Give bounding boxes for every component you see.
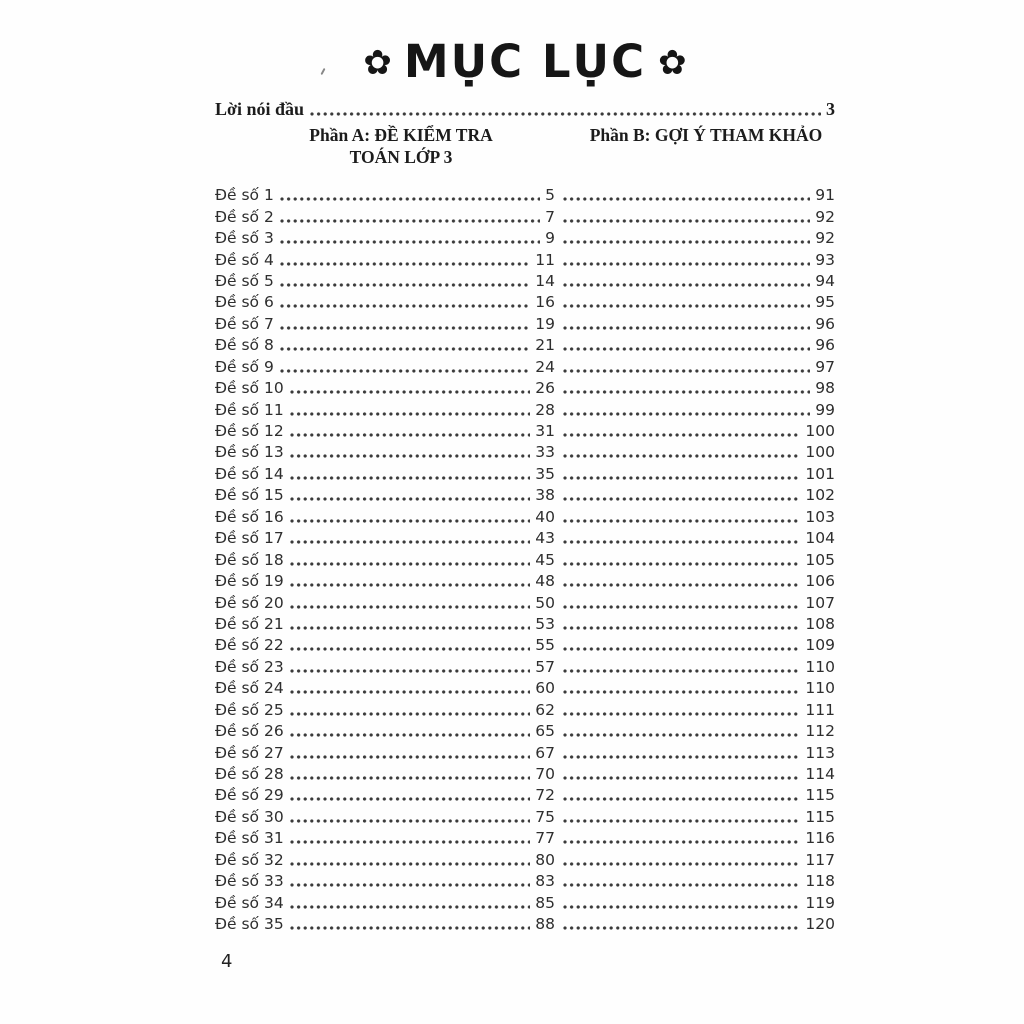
toc-row-part-a [215, 379, 555, 397]
leader-dots [555, 762, 805, 783]
toc-row [215, 804, 835, 825]
leader-dots [284, 486, 536, 504]
leader-dots [555, 590, 805, 611]
leader-dots [555, 311, 815, 332]
toc-row-part-a [215, 615, 555, 633]
toc-row [215, 697, 835, 718]
page-number-part-b: 115 [805, 786, 835, 805]
toc-row [215, 912, 835, 933]
toc-row [215, 633, 835, 654]
leader-dots [555, 569, 805, 590]
toc-row [215, 869, 835, 890]
leader-dots [555, 847, 805, 868]
toc-entry-label: Đề số 24 [215, 679, 284, 698]
toc-row [215, 397, 835, 418]
toc-row [215, 590, 835, 611]
page-number-part-b: 111 [805, 700, 835, 719]
page-number-part-a: 43 [535, 529, 555, 548]
page-number-part-b: 98 [815, 379, 835, 398]
toc-row-part-a [215, 894, 555, 912]
leader-dots [284, 894, 536, 912]
toc-entry-label: Đề số 8 [215, 336, 274, 355]
page-number-part-b: 118 [805, 872, 835, 891]
toc-row [215, 569, 835, 590]
preface-page-number: 3 [826, 99, 835, 119]
leader-dots [274, 251, 535, 269]
page-number-part-a: 62 [535, 700, 555, 719]
leader-dots [555, 740, 805, 761]
toc-entry-label: Đề số 3 [215, 229, 274, 248]
page-number-part-b: 97 [815, 357, 835, 376]
page-number-part-b: 107 [805, 593, 835, 612]
page-number-part-b: 115 [805, 807, 835, 826]
part-b-line1: Phần B: GỢI Ý THAM KHẢO [589, 125, 823, 145]
page-number-part-a: 75 [535, 807, 555, 826]
page-number-part-a: 7 [545, 207, 555, 226]
toc-entry-label: Đề số 9 [215, 357, 274, 376]
toc-row [215, 547, 835, 568]
toc-row-part-a [215, 872, 555, 890]
page-number-part-a: 72 [535, 786, 555, 805]
leader-dots [555, 697, 805, 718]
leader-dots [284, 658, 536, 676]
page-number-part-a: 55 [535, 636, 555, 655]
page-number-part-a: 88 [535, 915, 555, 934]
leader-dots [555, 890, 805, 911]
toc-row-part-a [215, 572, 555, 590]
page-title-text: MỤC LỤC [403, 35, 647, 88]
toc-row-part-a [215, 851, 555, 869]
page-number-part-b: 96 [815, 336, 835, 355]
leader-dots [284, 829, 536, 847]
toc-row [215, 247, 835, 268]
leader-dots [555, 376, 815, 397]
page-number-part-a: 38 [535, 486, 555, 505]
toc-entry-label: Đề số 32 [215, 850, 284, 869]
part-a-line2: TOÁN LỚP 3 [349, 147, 453, 168]
leader-dots [284, 443, 536, 461]
leader-dots [284, 701, 536, 719]
toc-row [215, 419, 835, 440]
leader-dots [284, 872, 536, 890]
toc-row [215, 226, 835, 247]
leader-dots [284, 786, 536, 804]
toc-row [215, 890, 835, 911]
page-number-part-b: 92 [815, 229, 835, 248]
toc-entry-label: Đề số 22 [215, 636, 284, 655]
page-number-part-a: 57 [535, 657, 555, 676]
leader-dots [555, 547, 805, 568]
page-number-part-b: 119 [805, 893, 835, 912]
leader-dots [284, 915, 536, 933]
toc-entry-label: Đề số 12 [215, 422, 284, 441]
toc-row [215, 826, 835, 847]
page-number-part-b: 99 [815, 400, 835, 419]
toc-row-part-a [215, 679, 555, 697]
toc-entry-label: Đề số 30 [215, 807, 284, 826]
section-headers [215, 124, 835, 169]
page-number-part-a: 9 [545, 229, 555, 248]
page-number-part-a: 53 [535, 614, 555, 633]
page-number-part-b: 106 [805, 572, 835, 591]
toc-row [215, 311, 835, 332]
page-number-part-a: 16 [535, 293, 555, 312]
page-number-part-a: 80 [535, 850, 555, 869]
leader-dots [274, 315, 535, 333]
toc-row [215, 440, 835, 461]
page-number-part-b: 110 [805, 679, 835, 698]
toc-row [215, 504, 835, 525]
leader-dots [555, 419, 805, 440]
leader-dots [555, 483, 805, 504]
page-number-part-b: 120 [805, 915, 835, 934]
page-number-part-b: 104 [805, 529, 835, 548]
leader-dots [284, 744, 536, 762]
leader-dots [284, 551, 536, 569]
toc-entry-label: Đề số 18 [215, 550, 284, 569]
page-number-part-b: 108 [805, 614, 835, 633]
leader-dots [284, 529, 536, 547]
page-number-part-a: 48 [535, 572, 555, 591]
page-number-part-a: 28 [535, 400, 555, 419]
toc-row-part-a [215, 272, 555, 290]
toc-entry-label: Đề số 20 [215, 593, 284, 612]
page-number-part-b: 114 [805, 765, 835, 784]
page-number-part-a: 26 [535, 379, 555, 398]
page-number-part-b: 96 [815, 314, 835, 333]
leader-dots [555, 654, 805, 675]
page-number-part-b: 102 [805, 486, 835, 505]
toc-entry-label: Đề số 35 [215, 915, 284, 934]
leader-dots [555, 290, 815, 311]
leader-dots [555, 612, 805, 633]
toc-entry-label: Đề số 6 [215, 293, 274, 312]
florette-icon: ✿ [363, 43, 392, 83]
toc-entry-label: Đề số 16 [215, 507, 284, 526]
toc-row-part-a [215, 336, 555, 354]
leader-dots [284, 808, 536, 826]
toc-row-part-a [215, 786, 555, 804]
leader-dots [284, 594, 536, 612]
leader-dots [555, 826, 805, 847]
leader-dots [284, 851, 536, 869]
toc-row-part-a [215, 208, 555, 226]
leader-dots [555, 183, 815, 204]
page-number-part-a: 40 [535, 507, 555, 526]
page-number-part-b: 100 [805, 422, 835, 441]
toc-row-part-a [215, 486, 555, 504]
leader-dots [555, 247, 815, 268]
leader-dots [555, 461, 805, 482]
page-number-part-a: 50 [535, 593, 555, 612]
leader-dots [274, 293, 535, 311]
toc-row-part-a [215, 744, 555, 762]
toc-row-part-a [215, 443, 555, 461]
toc-entry-label: Đề số 26 [215, 722, 284, 741]
page-number-part-a: 60 [535, 679, 555, 698]
toc-row-part-a [215, 315, 555, 333]
toc-row [215, 354, 835, 375]
toc-row-part-a [215, 551, 555, 569]
toc-entry-label: Đề số 4 [215, 250, 274, 269]
page-number-part-a: 85 [535, 893, 555, 912]
leader-dots [555, 676, 805, 697]
toc-row [215, 654, 835, 675]
toc-row-part-a [215, 293, 555, 311]
toc-row [215, 290, 835, 311]
leader-dots [284, 422, 536, 440]
leader-dots [284, 679, 536, 697]
section-header-part-b [587, 124, 835, 169]
leader-dots [555, 397, 815, 418]
page-number-part-a: 5 [545, 186, 555, 205]
leader-dots [274, 186, 545, 204]
toc-entry-label: Đề số 1 [215, 186, 274, 205]
page-number-part-b: 95 [815, 293, 835, 312]
toc-row [215, 612, 835, 633]
page-number-part-b: 116 [805, 829, 835, 848]
toc-row [215, 461, 835, 482]
leader-dots [284, 401, 536, 419]
leader-dots [284, 765, 536, 783]
page-number-part-a: 21 [535, 336, 555, 355]
toc-row-part-a [215, 229, 555, 247]
toc-entry-label: Đề số 25 [215, 700, 284, 719]
page-number-part-b: 113 [805, 743, 835, 762]
leader-dots [555, 526, 805, 547]
page-number-part-a: 11 [535, 250, 555, 269]
page-number-part-a: 70 [535, 765, 555, 784]
toc-row [215, 847, 835, 868]
leader-dots [555, 869, 805, 890]
toc-entry-label: Đề số 14 [215, 464, 284, 483]
toc-entry-label: Đề số 31 [215, 829, 284, 848]
toc-row [215, 719, 835, 740]
toc-entry-label: Đề số 17 [215, 529, 284, 548]
page-number-part-b: 101 [805, 464, 835, 483]
toc-entry-label: Đề số 28 [215, 765, 284, 784]
page-number-part-a: 35 [535, 464, 555, 483]
toc-entry-label: Đề số 21 [215, 614, 284, 633]
page-number-part-b: 105 [805, 550, 835, 569]
toc-row-part-a [215, 915, 555, 933]
leader-dots [555, 226, 815, 247]
toc-row-part-a [215, 594, 555, 612]
leader-dots [304, 97, 826, 120]
leader-dots [284, 722, 536, 740]
toc-row-part-a [215, 358, 555, 376]
florette-icon: ✿ [658, 43, 687, 83]
toc-entry-label: Đề số 13 [215, 443, 284, 462]
leader-dots [555, 912, 805, 933]
leader-dots [284, 636, 536, 654]
page-number-part-b: 112 [805, 722, 835, 741]
leader-dots [284, 508, 536, 526]
leader-dots [284, 615, 536, 633]
page-number-part-b: 94 [815, 271, 835, 290]
toc-entry-label: Đề số 7 [215, 314, 274, 333]
page-number-part-a: 77 [535, 829, 555, 848]
toc-row [215, 740, 835, 761]
toc-row-part-a [215, 829, 555, 847]
leader-dots [284, 465, 536, 483]
leader-dots [555, 269, 815, 290]
toc-entry-label: Đề số 5 [215, 271, 274, 290]
leader-dots [555, 783, 805, 804]
page-number-part-b: 117 [805, 850, 835, 869]
toc-list [215, 183, 835, 933]
leader-dots [274, 208, 545, 226]
folio-page-number: 4 [221, 951, 233, 972]
leader-dots [284, 572, 536, 590]
page-number-part-a: 31 [535, 422, 555, 441]
page-number-part-a: 67 [535, 743, 555, 762]
toc-row [215, 676, 835, 697]
leader-dots [555, 354, 815, 375]
leader-dots [555, 204, 815, 225]
toc-row [215, 762, 835, 783]
page-number-part-a: 83 [535, 872, 555, 891]
leader-dots [555, 633, 805, 654]
toc-entry-label: Đề số 29 [215, 786, 284, 805]
leader-dots [284, 379, 536, 397]
preface-label: Lời nói đầu [215, 99, 305, 119]
toc-row-part-a [215, 722, 555, 740]
toc-entry-label: Đề số 19 [215, 572, 284, 591]
page-number-part-b: 93 [815, 250, 835, 269]
toc-row [215, 376, 835, 397]
toc-row-part-a [215, 465, 555, 483]
toc-row [215, 333, 835, 354]
page-number-part-b: 109 [805, 636, 835, 655]
toc-row [215, 783, 835, 804]
toc-entry-label: Đề số 2 [215, 207, 274, 226]
toc-row-part-a [215, 765, 555, 783]
toc-entry-label: Đề số 23 [215, 657, 284, 676]
preface-row [215, 97, 835, 120]
page-number-part-b: 92 [815, 207, 835, 226]
leader-dots [274, 272, 535, 290]
leader-dots [555, 719, 805, 740]
toc-row [215, 183, 835, 204]
toc-page [215, 34, 835, 933]
leader-dots [274, 229, 545, 247]
leader-dots [274, 358, 535, 376]
toc-row-part-a [215, 529, 555, 547]
page-number-part-a: 65 [535, 722, 555, 741]
page-number-part-a: 19 [535, 314, 555, 333]
toc-row [215, 483, 835, 504]
page-number-part-a: 45 [535, 550, 555, 569]
toc-entry-label: Đề số 11 [215, 400, 284, 419]
toc-row-part-a [215, 251, 555, 269]
leader-dots [555, 804, 805, 825]
toc-entry-label: Đề số 27 [215, 743, 284, 762]
toc-row-part-a [215, 186, 555, 204]
toc-entry-label: Đề số 34 [215, 893, 284, 912]
toc-row-part-a [215, 636, 555, 654]
leader-dots [274, 336, 535, 354]
toc-row-part-a [215, 422, 555, 440]
page-number-part-b: 91 [815, 186, 835, 205]
toc-row-part-a [215, 808, 555, 826]
toc-entry-label: Đề số 15 [215, 486, 284, 505]
part-a-line1: Phần A: ĐỀ KIỂM TRA [309, 125, 493, 145]
toc-row-part-a [215, 658, 555, 676]
toc-entry-label: Đề số 33 [215, 872, 284, 891]
leader-dots [555, 333, 815, 354]
toc-row [215, 269, 835, 290]
toc-row [215, 204, 835, 225]
page-number-part-b: 100 [805, 443, 835, 462]
page-number-part-b: 110 [805, 657, 835, 676]
page-number-part-a: 14 [535, 271, 555, 290]
page-number-part-b: 103 [805, 507, 835, 526]
leader-dots [555, 440, 805, 461]
toc-row-part-a [215, 508, 555, 526]
toc-row [215, 526, 835, 547]
page-number-part-a: 33 [535, 443, 555, 462]
toc-row-part-a [215, 701, 555, 719]
page-title [215, 34, 835, 90]
section-header-part-a [215, 124, 587, 169]
toc-entry-label: Đề số 10 [215, 379, 284, 398]
toc-row-part-a [215, 401, 555, 419]
leader-dots [555, 504, 805, 525]
page-number-part-a: 24 [535, 357, 555, 376]
